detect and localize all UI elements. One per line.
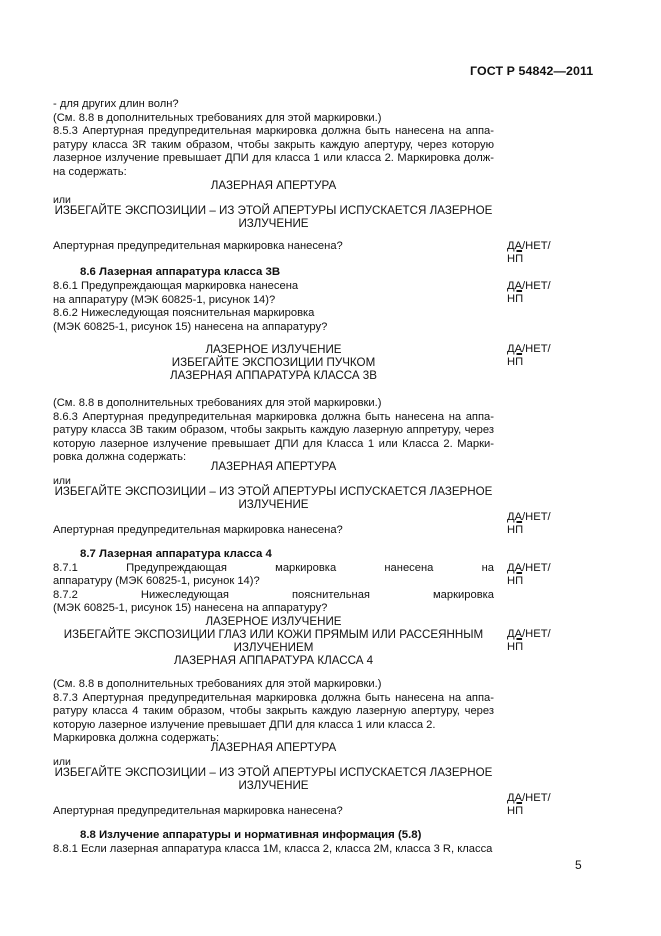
clause-8-6-3-line-3: которую лазерное излучение превышает ДПИ для Класса 1 или Класса 2. Марки- [53,438,494,450]
label-avoid-exposure-aperture-cont: ИЗЛУЧЕНИЕ [238,217,309,230]
section-heading-8-6: 8.6 Лазерная аппаратура класса 3В [80,266,281,278]
clause-8-5-3-line-1: 8.5.3 Апертурная предупредительная маркировка должна быть нанесена на аппа- [53,125,494,137]
answer-no[interactable]: /НЕТ/ [522,511,551,523]
answer-no[interactable]: /НЕТ/ [522,792,551,804]
see-8-8-note: (См. 8.8 в дополнительных требованиях для этой маркировки.) [53,678,382,690]
label-laser-aperture: ЛАЗЕРНАЯ АПЕРТУРА [210,741,337,754]
answer-yes-no-na[interactable] [507,792,551,818]
answer-no[interactable]: /НЕТ/ [522,280,551,292]
section-heading-8-7: 8.7 Лазерная аппаратура класса 4 [80,548,272,560]
answer-yes-no-na[interactable] [507,628,551,654]
answer-na[interactable]: НП [507,524,524,536]
clause-8-6-2-line-2: (МЭК 60825-1, рисунок 15) нанесена на аппаратуру? [53,321,328,333]
answer-yes[interactable]: ДА [507,628,523,640]
see-8-8-note: (См. 8.8 в дополнительных требованиях для этой маркировки.) [53,397,382,409]
answer-yes-no-na[interactable] [507,343,551,369]
see-8-8-note: (См. 8.8 в дополнительных требованиях для этой маркировки.) [53,112,382,124]
question-aperture-marking: Апертурная предупредительная маркировка нанесена? [53,805,343,817]
answer-no[interactable]: /НЕТ/ [522,240,551,252]
answer-na[interactable]: НП [507,805,524,817]
label-class-3b: ЛАЗЕРНАЯ АППАРАТУРА КЛАССА 3В [170,369,377,382]
label-laser-aperture: ЛАЗЕРНАЯ АПЕРТУРА [210,179,337,192]
or-text: или [53,475,71,487]
clause-8-5-3-line-3: лазерное излучение превышает ДПИ для класса 1 или класса 2. Маркировка долж- [53,152,494,164]
clause-8-7-3-line-3: которую лазерное излучение превышает ДПИ для класса 1 или класса 2. [53,719,436,731]
label-avoid-exposure-aperture: ИЗБЕГАЙТЕ ЭКСПОЗИЦИИ – ИЗ ЭТОЙ АПЕРТУРЫ ИСПУСКАЕТСЯ ЛАЗЕРНОЕ [54,204,493,217]
label-avoid-exposure-aperture-cont: ИЗЛУЧЕНИЕ [238,779,309,792]
answer-no[interactable]: /НЕТ/ [522,343,551,355]
label-avoid-exposure-aperture-cont: ИЗЛУЧЕНИЕ [238,498,309,511]
label-laser-radiation: ЛАЗЕРНОЕ ИЗЛУЧЕНИЕ [205,343,342,356]
question-aperture-marking: Апертурная предупредительная маркировка нанесена? [53,240,343,252]
answer-no[interactable]: /НЕТ/ [522,562,551,574]
label-avoid-eye-skin-exposure: ИЗБЕГАЙТЕ ЭКСПОЗИЦИИ ГЛАЗ ИЛИ КОЖИ ПРЯМЫМ ИЛИ РАССЕЯННЫМ [63,628,484,641]
answer-yes-no-na[interactable] [507,240,551,266]
page-number: 5 [575,858,582,872]
answer-yes[interactable]: ДА [507,280,523,292]
clause-8-7-3-line-4: Маркировка должна содержать: [53,732,220,744]
answer-na[interactable]: НП [507,575,524,587]
answer-yes-no-na[interactable] [507,511,551,537]
clause-8-6-2-line-1: 8.6.2 Нижеследующая пояснительная маркировка [53,307,315,319]
label-laser-aperture: ЛАЗЕРНАЯ АПЕРТУРА [210,460,337,473]
clause-8-7-3-line-1: 8.7.3 Апертурная предупредительная маркировка должна быть нанесена на аппа- [53,692,494,704]
clause-8-7-1-line-1: 8.7.1 Предупреждающая маркировка нанесена на [53,562,494,574]
or-text: или [53,194,71,206]
answer-yes[interactable]: ДА [507,511,523,523]
clause-8-6-3-line-2: ратуру класса 3В таким образом, чтобы закрыть каждую лазерную аппретуру, через [53,424,494,436]
answer-na[interactable]: НП [507,293,524,305]
standard-header: ГОСТ Р 54842—2011 [470,64,594,78]
answer-na[interactable]: НП [507,641,524,653]
clause-8-7-2-line-2: (МЭК 60825-1, рисунок 15) нанесена на аппаратуру? [53,602,328,614]
answer-na[interactable]: НП [507,356,524,368]
answer-yes-no-na[interactable] [507,280,551,306]
clause-8-6-1-line-2: на аппаратуру (МЭК 60825-1, рисунок 14)? [53,294,276,306]
answer-na[interactable]: НП [507,253,524,265]
clause-8-7-1-line-2: аппаратуру (МЭК 60825-1, рисунок 14)? [53,575,260,587]
label-laser-radiation: ЛАЗЕРНОЕ ИЗЛУЧЕНИЕ [205,615,342,628]
label-avoid-eye-skin-exposure-cont: ИЗЛУЧЕНИЕМ [233,641,314,654]
clause-8-7-2-line-1: 8.7.2 Нижеследующая пояснительная маркировка [53,589,494,601]
answer-yes[interactable]: ДА [507,240,523,252]
answer-yes[interactable]: ДА [507,562,523,574]
clause-8-8-1-line-1: 8.8.1 Если лазерная аппаратура класса 1М, класса 2, класса 2М, класса 3 R, класса [53,843,493,855]
or-text: или [53,756,71,768]
answer-yes[interactable]: ДА [507,792,523,804]
answer-yes-no-na[interactable] [507,562,551,588]
clause-8-7-3-line-2: ратуру класса 4 таким образом, чтобы закрыть каждую лазерную апертуру, через [53,705,494,717]
clause-8-6-1-line-1: 8.6.1 Предупреждающая маркировка нанесена [53,280,299,292]
label-avoid-beam-exposure: ИЗБЕГАЙТЕ ЭКСПОЗИЦИИ ПУЧКОМ [171,356,376,369]
label-class-4: ЛАЗЕРНАЯ АППАРАТУРА КЛАССА 4 [173,654,374,667]
clause-8-5-3-line-2: ратуру класса 3R таким образом, чтобы закрыть каждую апертуру, через которую [53,139,494,151]
label-avoid-exposure-aperture: ИЗБЕГАЙТЕ ЭКСПОЗИЦИИ – ИЗ ЭТОЙ АПЕРТУРЫ ИСПУСКАЕТСЯ ЛАЗЕРНОЕ [54,485,493,498]
clause-8-6-3-line-1: 8.6.3 Апертурная предупредительная маркировка должна быть нанесена на аппа- [53,411,494,423]
question-aperture-marking: Апертурная предупредительная маркировка нанесена? [53,524,343,536]
section-heading-8-8: 8.8 Излучение аппаратуры и нормативная информация (5.8) [80,829,422,841]
clause-8-6-3-line-4: ровка должна содержать: [53,451,187,463]
paragraph-other-wavelengths: - для других длин волн? [53,98,179,110]
label-avoid-exposure-aperture: ИЗБЕГАЙТЕ ЭКСПОЗИЦИИ – ИЗ ЭТОЙ АПЕРТУРЫ ИСПУСКАЕТСЯ ЛАЗЕРНОЕ [54,766,493,779]
answer-yes[interactable]: ДА [507,343,523,355]
clause-8-5-3-line-4: на содержать: [53,166,127,178]
answer-no[interactable]: /НЕТ/ [522,628,551,640]
